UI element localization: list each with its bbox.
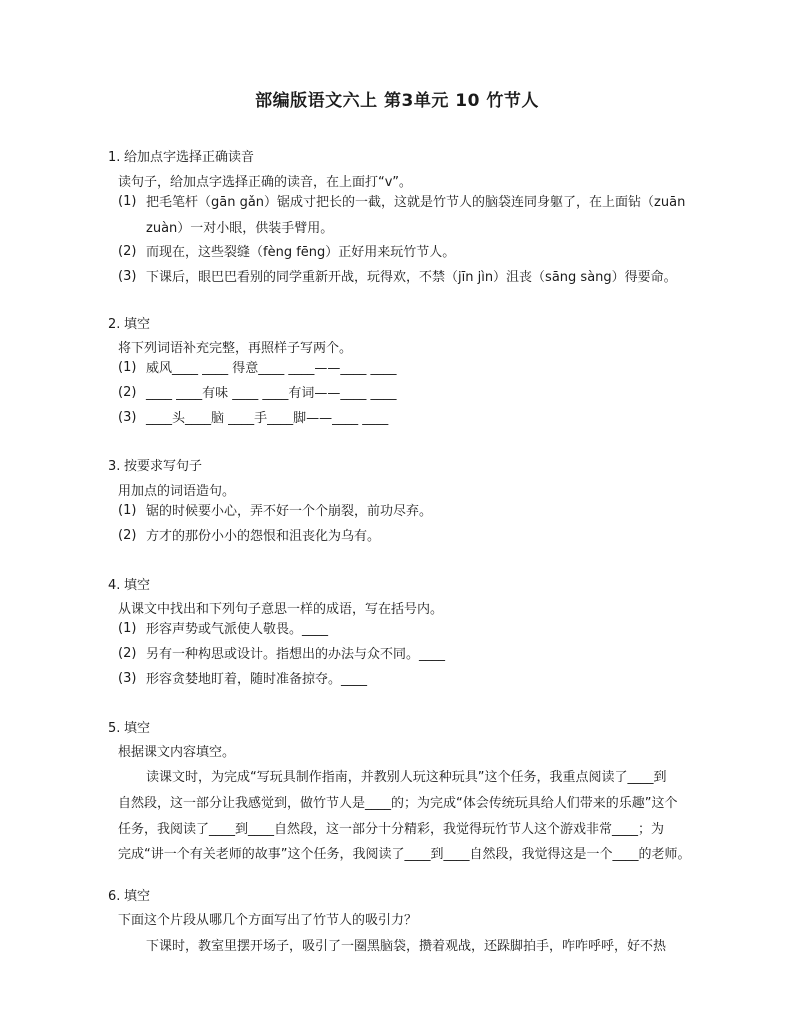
question-1-number: 1. [108, 150, 121, 165]
item-number: (3) [118, 269, 137, 284]
question-6-number: 6. [108, 889, 121, 904]
question-6-heading [108, 885, 150, 904]
item-text: 威风____ ____ 得意____ ____——____ ____ [146, 361, 397, 376]
item-text: 形容贪婪地盯着，随时准备掠夺。____ [146, 672, 368, 687]
item-text: ____ ____有味 ____ ____有词——____ ____ [146, 386, 397, 401]
item-number: (2) [118, 528, 137, 543]
question-4-heading [108, 574, 150, 593]
question-6-paragraph-line-1: 下课时，教室里摆开场子，吸引了一圈黑脑袋，攒着观战，还跺脚拍手，咋咋呼呼，好不热 [146, 939, 667, 954]
question-2-instruction: 将下列词语补充完整，再照样子写两个。 [118, 341, 353, 356]
question-2-heading [108, 313, 150, 332]
item-text: 而现在，这些裂缝（fèng fēng）正好用来玩竹节人。 [146, 245, 456, 260]
question-5-title: 填空 [124, 721, 151, 736]
question-1-title: 给加点字选择正确读音 [124, 150, 255, 165]
question-5-paragraph-line-4: 完成“讲一个有关老师的故事”这个任务，我阅读了____到____自然段，我觉得这是一个____的老师。 [118, 847, 691, 862]
question-3-title: 按要求写句子 [124, 459, 203, 474]
item-number: (2) [118, 646, 137, 661]
item-text: 另有一种构思或设计。指想出的办法与众不同。____ [146, 647, 446, 662]
item-text: ____头____脑 ____手____脚——____ ____ [146, 411, 389, 426]
question-1-heading [108, 146, 254, 165]
question-6-instruction: 下面这个片段从哪几个方面写出了竹节人的吸引力？ [118, 913, 418, 928]
item-text: 锯的时候要小心，弄不好一个个崩裂，前功尽弃。 [146, 504, 433, 519]
item-number: (1) [118, 503, 137, 518]
question-4-instruction: 从课文中找出和下列句子意思一样的成语，写在括号内。 [118, 602, 444, 617]
question-4-title: 填空 [124, 578, 151, 593]
item-text: 方才的那份小小的怨恨和沮丧化为乌有。 [146, 529, 381, 544]
question-5-number: 5. [108, 721, 121, 736]
item-text: 形容声势或气派使人敬畏。____ [146, 622, 329, 637]
question-5-paragraph-line-3: 任务，我阅读了____到____自然段，这一部分十分精彩，我觉得玩竹节人这个游戏非常____；为 [118, 822, 665, 837]
question-4-number: 4. [108, 578, 121, 593]
item-text: 把毛笔杆（gān gǎn）锯成寸把长的一截，这就是竹节人的脑袋连同身躯了，在上面钻（zuān [146, 195, 686, 210]
question-5-heading [108, 717, 150, 736]
question-3-heading [108, 455, 202, 474]
question-3-instruction: 用加点的词语造句。 [118, 484, 236, 499]
question-3-number: 3. [108, 459, 121, 474]
question-5-instruction: 根据课文内容填空。 [118, 745, 236, 760]
item-number: (3) [118, 671, 137, 686]
question-2-title: 填空 [124, 317, 151, 332]
item-text-continued: zuàn）一对小眼，供装手臂用。 [146, 221, 334, 236]
item-number: (2) [118, 385, 137, 400]
item-number: (2) [118, 244, 137, 259]
item-number: (3) [118, 410, 137, 425]
question-6-title: 填空 [124, 889, 151, 904]
item-number: (1) [118, 194, 137, 209]
question-2-number: 2. [108, 317, 121, 332]
item-text: 下课后，眼巴巴看别的同学重新开战，玩得欢，不禁（jīn jìn）沮丧（sāng sàng）得要命。 [146, 270, 677, 285]
question-5-paragraph-line-1: 读课文时，为完成“写玩具制作指南，并教别人玩这种玩具”这个任务，我重点阅读了____到 [146, 770, 667, 785]
question-1-instruction: 读句子，给加点字选择正确的读音，在上面打“v”。 [118, 175, 412, 190]
page-title: 部编版语文六上 第3单元 10 竹节人 [255, 91, 539, 111]
question-5-paragraph-line-2: 自然段，这一部分让我感觉到，做竹节人是____的；为完成“体会传统玩具给人们带来的乐趣”这个 [118, 796, 678, 811]
item-number: (1) [118, 621, 137, 636]
item-number: (1) [118, 360, 137, 375]
